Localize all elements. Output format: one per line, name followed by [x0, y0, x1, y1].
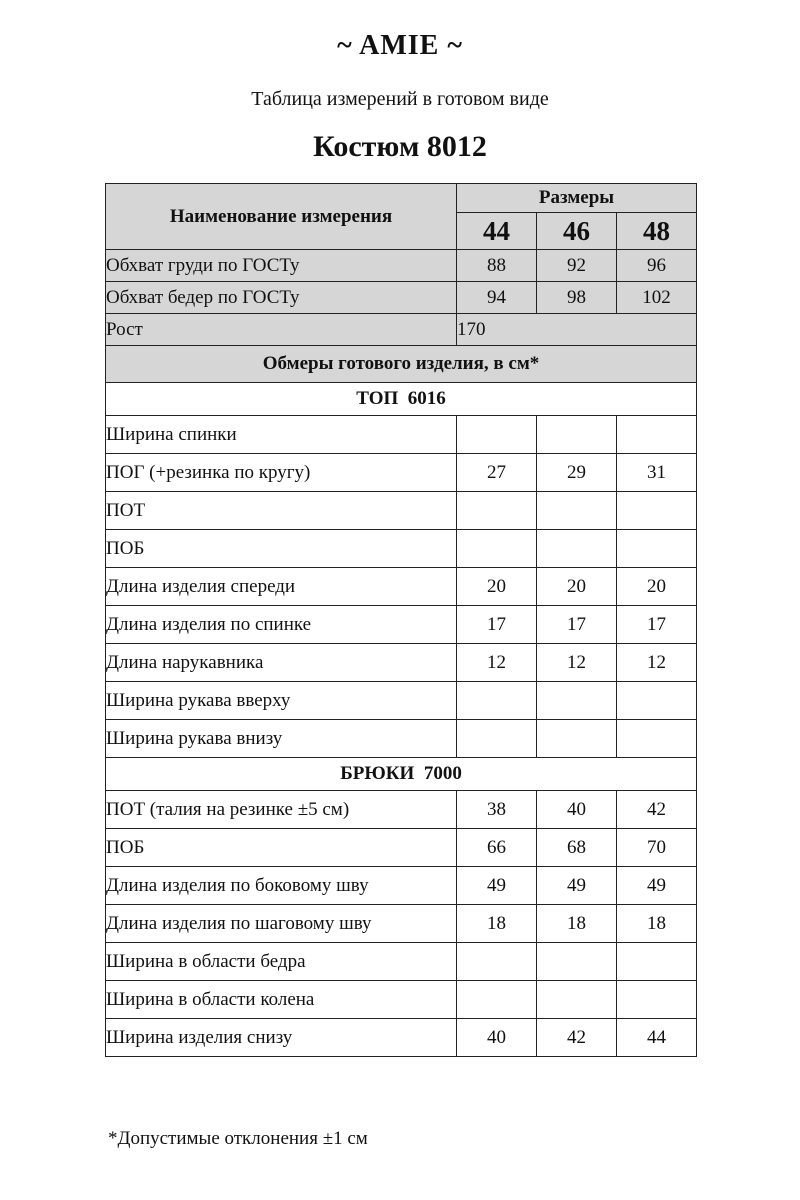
table-row: [106, 981, 697, 1019]
row-value: 68: [537, 829, 617, 867]
row-value: 98: [537, 282, 617, 314]
brand-title: ~ AMIE ~: [337, 30, 463, 61]
row-value: 12: [617, 644, 697, 682]
row-value: 92: [537, 250, 617, 282]
table-row: [106, 530, 697, 568]
table-row: [106, 454, 697, 492]
row-value: 102: [617, 282, 697, 314]
row-value: [617, 943, 697, 981]
row-value: 66: [457, 829, 537, 867]
row-label: Ширина в области колена: [106, 981, 457, 1019]
row-value: 17: [537, 606, 617, 644]
measurement-table: [105, 183, 697, 1057]
section-header-row: [106, 758, 697, 791]
table-row: [106, 416, 697, 454]
band-title: Обмеры готового изделия, в см*: [106, 346, 697, 383]
row-value: 96: [617, 250, 697, 282]
row-label: ПОГ (+резинка по кругу): [106, 454, 457, 492]
row-value: 40: [457, 1019, 537, 1057]
row-value: 20: [617, 568, 697, 606]
height-value: 170: [457, 314, 697, 346]
row-value: 42: [537, 1019, 617, 1057]
table-row: [106, 606, 697, 644]
table-row: [106, 791, 697, 829]
table-row: [106, 867, 697, 905]
row-value: [537, 981, 617, 1019]
row-value: [537, 530, 617, 568]
row-label: Обхват бедер по ГОСТу: [106, 282, 457, 314]
row-value: 44: [617, 1019, 697, 1057]
row-label: Ширина рукава вверху: [106, 682, 457, 720]
row-value: 49: [457, 867, 537, 905]
row-value: [457, 720, 537, 758]
row-value: 20: [537, 568, 617, 606]
row-label: Длина изделия по шаговому шву: [106, 905, 457, 943]
row-value: [617, 682, 697, 720]
base-row-chest: [106, 250, 697, 282]
header-measurement-name: Наименование измерения: [106, 184, 457, 250]
row-value: [457, 981, 537, 1019]
row-value: 27: [457, 454, 537, 492]
row-label: Ширина в области бедра: [106, 943, 457, 981]
row-value: 12: [537, 644, 617, 682]
row-value: [617, 492, 697, 530]
row-value: [617, 720, 697, 758]
row-label: Длина изделия по спинке: [106, 606, 457, 644]
footnote: *Допустимые отклонения ±1 см: [108, 1128, 368, 1149]
row-label: Длина изделия спереди: [106, 568, 457, 606]
row-value: 42: [617, 791, 697, 829]
table-row: [106, 905, 697, 943]
row-value: [457, 492, 537, 530]
row-value: [537, 492, 617, 530]
row-value: 70: [617, 829, 697, 867]
row-label: Рост: [106, 314, 457, 346]
table-row: [106, 492, 697, 530]
table-row: [106, 720, 697, 758]
document-subtitle: Таблица измерений в готовом виде: [251, 88, 549, 110]
row-value: 88: [457, 250, 537, 282]
row-label: ПОБ: [106, 530, 457, 568]
size-48: 48: [617, 213, 697, 250]
row-label: ПОТ (талия на резинке ±5 см): [106, 791, 457, 829]
row-label: Ширина рукава внизу: [106, 720, 457, 758]
row-value: [617, 981, 697, 1019]
base-row-hips: [106, 282, 697, 314]
row-value: 17: [457, 606, 537, 644]
row-value: 94: [457, 282, 537, 314]
row-value: 18: [457, 905, 537, 943]
row-value: 49: [617, 867, 697, 905]
row-label: Ширина изделия снизу: [106, 1019, 457, 1057]
size-46: 46: [537, 213, 617, 250]
table-row: [106, 682, 697, 720]
row-value: [537, 720, 617, 758]
row-value: 40: [537, 791, 617, 829]
row-value: [457, 943, 537, 981]
row-value: 38: [457, 791, 537, 829]
row-value: 17: [617, 606, 697, 644]
table-row: [106, 943, 697, 981]
section-title: ТОП 6016: [106, 383, 697, 416]
table-row: [106, 568, 697, 606]
finished-garment-band: [106, 346, 697, 383]
product-title: Костюм 8012: [313, 130, 487, 163]
row-label: Длина изделия по боковому шву: [106, 867, 457, 905]
table-row: [106, 829, 697, 867]
row-value: [617, 416, 697, 454]
row-value: 49: [537, 867, 617, 905]
row-value: 18: [537, 905, 617, 943]
row-value: [617, 530, 697, 568]
row-label: Обхват груди по ГОСТу: [106, 250, 457, 282]
table-header-row: [106, 184, 697, 213]
row-value: 12: [457, 644, 537, 682]
table-row: [106, 1019, 697, 1057]
row-value: [457, 530, 537, 568]
row-label: Ширина спинки: [106, 416, 457, 454]
row-value: [537, 943, 617, 981]
row-label: ПОТ: [106, 492, 457, 530]
section-title: БРЮКИ 7000: [106, 758, 697, 791]
base-row-height: [106, 314, 697, 346]
row-value: 20: [457, 568, 537, 606]
row-value: 31: [617, 454, 697, 492]
row-value: [457, 416, 537, 454]
row-label: Длина нарукавника: [106, 644, 457, 682]
size-44: 44: [457, 213, 537, 250]
row-label: ПОБ: [106, 829, 457, 867]
row-value: [537, 416, 617, 454]
row-value: 29: [537, 454, 617, 492]
row-value: [457, 682, 537, 720]
row-value: 18: [617, 905, 697, 943]
row-value: [537, 682, 617, 720]
header-sizes: Размеры: [457, 184, 697, 213]
table-row: [106, 644, 697, 682]
section-header-row: [106, 383, 697, 416]
